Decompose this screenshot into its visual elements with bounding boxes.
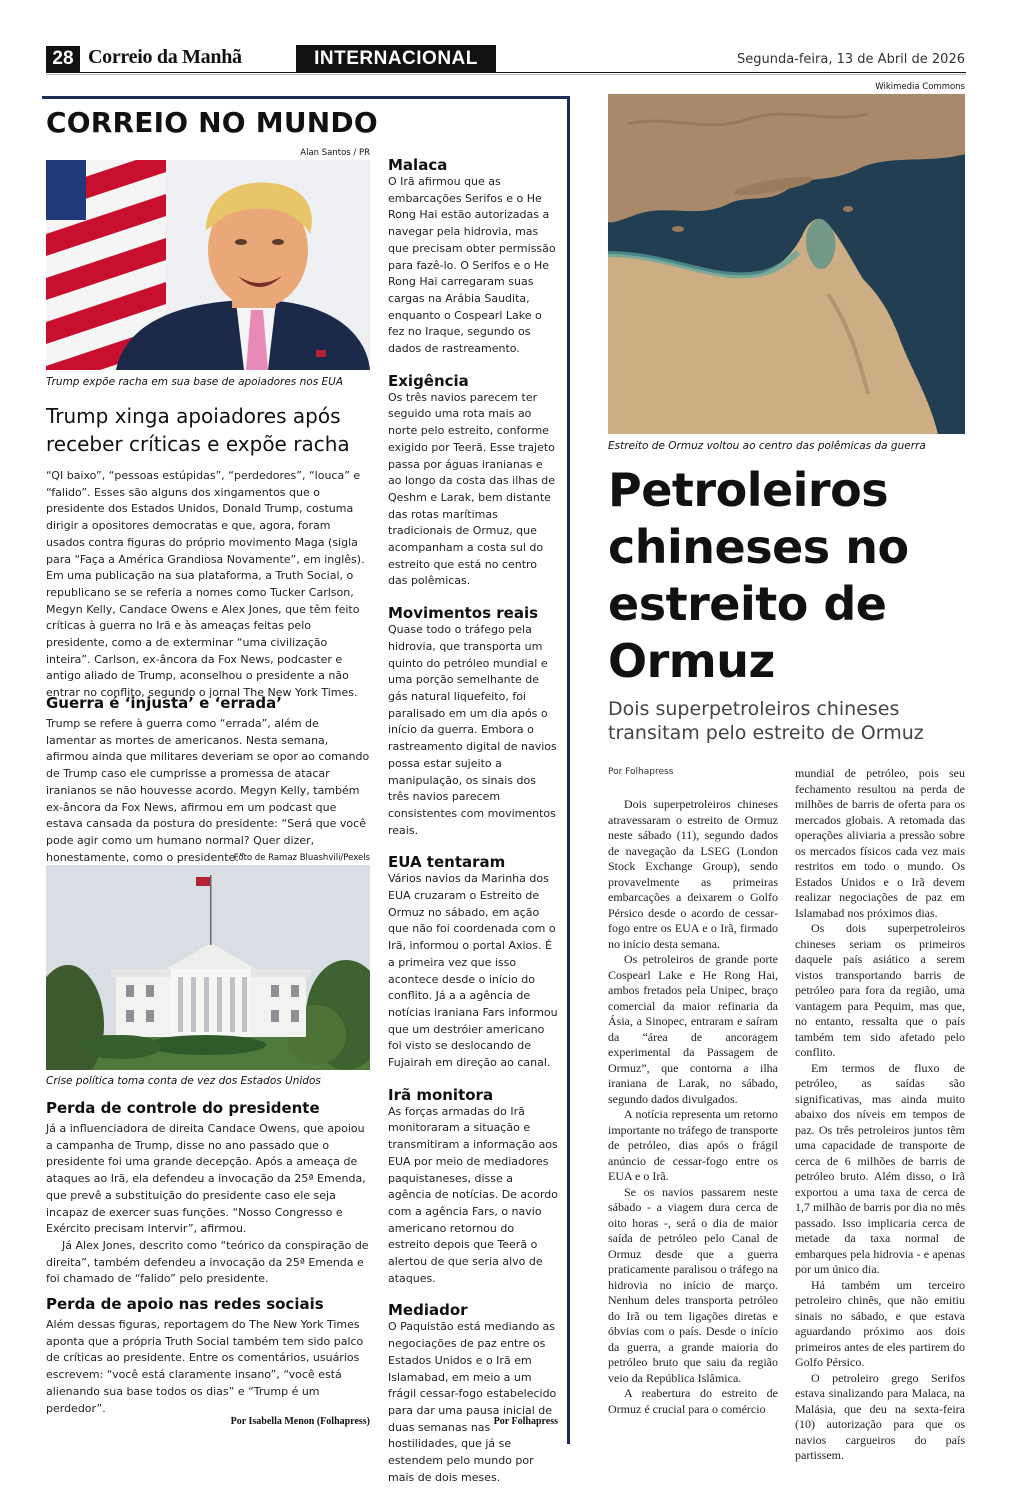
sidebar-signature: Por Folhapress xyxy=(493,1416,558,1427)
subhead-redes-text xyxy=(46,1317,370,1417)
article-paragraph: Se os navios passarem neste sábado - a viagem dura cerca de oito horas -, será o dia de maior saída de petróleo pelo Canal de Ormuz desde que a guerra praticamente paralisou o tráfego na hidrovia no início de março. Nenhum deles transporta petróleo do Irã ou tem ligações diretas e óbvias com o país. Desde o início da guerra, a grande maioria do petróleo bruto que saiu da região veio da República Islâmica. xyxy=(608,1184,778,1385)
newspaper-name: Correio da Manhã xyxy=(88,46,242,68)
sidebar-heading: Mediador xyxy=(388,1301,468,1320)
page-number: 28 xyxy=(46,46,80,72)
header-rule-thin xyxy=(46,74,966,75)
article-paragraph: Os petroleiros de grande porte Cospearl Lake e He Rong Hai, ambos fretados pela Unipec, braço comercial da maior refinaria da Ásia, a Sinopec, entraram e saíram da “área de ancoragem experimental da Passagem de Ormuz”, que contorna a ilha iraniana de Larak, no sábado, segundo dados divulgados. xyxy=(608,952,778,1106)
sidebar-column xyxy=(388,156,558,1487)
sidebar-text: Os três navios parecem ter seguido uma rota mais ao norte pelo estreito, conforme exigido por Teerã. Esse trajeto passa por águas iranianas e ao longo da costa das ilhas de Qeshm e Larak, bem distante das rotas marítimas tradicionais de Ormuz, que acompanham a costa sul do estreito que está no centro das polêmicas. xyxy=(388,390,555,588)
paragraph: Além dessas figuras, reportagem do The New York Times aponta que a própria Truth Social também tem sido palco de críticas ao presidente. Entre os comentários, usuários escrevem: “você está claramente insano”, “você está alienando sua base todos os dias” e “Trump é um perdedor”. xyxy=(46,1318,364,1415)
subhead-controle: Perda de controle do presidente xyxy=(46,1099,320,1117)
header-rule xyxy=(46,72,966,73)
byline: Por Folhapress xyxy=(608,767,674,777)
article-paragraph: Há também um terceiro petroleiro chinês, que não emitiu sinais no sábado, e que estava aguardando próximo aos dois primeiros antes de eles partirem do Golfo Pérsico. xyxy=(795,1277,965,1369)
photo-caption: Trump expõe racha em sua base de apoiadores nos EUA xyxy=(46,376,344,388)
sidebar-heading: Exigência xyxy=(388,371,469,390)
paragraph: Já Alex Jones, descrito como “teórico da conspiração de direita”, também defendeu a invocação da 25ª Emenda e foi chamado de “falido” pelo presidente. xyxy=(46,1238,369,1286)
sidebar-text: Quase todo o tráfego pela hidrovia, que transporta um quinto do petróleo mundial e uma porção semelhante de gás natural liquefeito, foi paralisado em um dia após o início da guerra. Embora o rastreamento digital de navios possa estar sujeito a manipulação, os sinais dos três navios parecem consistentes com movimentos reais. xyxy=(388,623,557,837)
article-column-2 xyxy=(795,766,965,1464)
intro-text xyxy=(46,468,370,702)
photo-credit: Wikimedia Commons xyxy=(875,82,965,92)
subhead-controle-text xyxy=(46,1121,370,1288)
article-paragraph: Dois superpetroleiros chineses atravessaram o estreito de Ormuz neste sábado (11), segundo dados de navegação da LSEG (London Stock Exchange Group), sendo provavelmente as primeiras embarcações a deixarem o Golfo Pérsico desde o acordo de cessar-fogo entre os EUA e o Irã, firmado no início desta semana. xyxy=(608,797,778,951)
article-paragraph: Os dois superpetroleiros chineses seriam os primeiros daquele país asiático a serem vistos transportando barris de petróleo para fora da região, uma vantagem para Pequim, mas que, no entanto, ressalta que o país também tem sido afetado pelo conflito. xyxy=(795,921,965,1059)
trump-photo xyxy=(46,160,370,370)
article-signature: Por Isabella Menon (Folhapress) xyxy=(230,1416,370,1427)
section-label: INTERNACIONAL xyxy=(296,45,496,73)
article-paragraph: A reabertura do estreito de Ormuz é crucial para o comércio xyxy=(608,1386,778,1416)
subhead-guerra: Guerra é ‘injusta’ e ‘errada’ xyxy=(46,694,282,712)
sidebar-heading: Irã monitora xyxy=(388,1085,494,1104)
sidebar-text: As forças armadas do Irã monitoraram a situação e transmitiram a informação aos EUA por meio de mediadores paquistaneses, disse a agência de notícias. De acordo com a agência Fars, o navio americano retornou do estreito depois que Teerã o alertou de que seria alvo de ataques. xyxy=(388,1104,558,1285)
article-paragraph: mundial de petróleo, pois seu fechamento resultou na perda de milhões de barris de oferta para os mercados globais. A retomada das operações aliviaria a pressão sobre os mercados físicos cada vez mais restritos em todo o mundo. Os Estados Unidos e o Irã devem realizar negociações de paz em Islamabad nos próximos dias. xyxy=(795,766,965,920)
main-subtitle: Dois superpetroleiros chineses transitam pelo estreito de Ormuz xyxy=(608,698,924,744)
sidebar-heading: EUA tentaram xyxy=(388,853,506,872)
main-headline: Petroleiros chineses no estreito de Ormuz xyxy=(608,463,909,688)
intro-paragraph: “QI baixo”, “pessoas estúpidas”, “perdedores”, “louca” e “falido”. Esses são alguns dos xingamentos que o presidente dos Estados Unidos, Donald Trump, costuma dirigir a opositores democratas e que, agora, foram usados contra figuras do próprio movimento Maga (sigla para “Faça a América Grandiosa Novamente”, em inglês). Em uma publicação na sua plataforma, a Truth Social, o republicano se se referia a nomes como Tucker Carlson, Megyn Kelly, Candace Owens e Alex Jones, que têm feito críticas à guerra no Irã e às ameaças feitas pelo presidente, como a de exterminar “uma civilização inteira”. Carlson, ex-âncora da Fox News, podcaster e antigo aliado de Trump, aconselhou o presidente a não entrar no conflito, segundo o jornal The New York Times. xyxy=(46,469,365,700)
kicker: CORREIO NO MUNDO xyxy=(46,106,378,139)
article-paragraph: Em termos de fluxo de petróleo, as saídas são significativas, mas ainda muito abaixo dos níveis em tempos de paz. Os três petroleiros juntos têm uma capacidade de transporte de cerca de 6 milhões de barris de petróleo bruto. Além disso, o Irã exportou a uma taxa de cerca de 1,7 milhão de barris por dia no mês passado. Isso implicaria cerca de metade da taxa normal de embarques pela hidrovia - e apenas por um único dia. xyxy=(795,1060,965,1276)
photo-credit: Alan Santos / PR xyxy=(300,148,370,158)
sidebar-text: Vários navios da Marinha dos EUA cruzaram o Estreito de Ormuz no sábado, em ação que não foi coordenada com o Irã, informou o portal Axios. É a primeira vez que isso acontece desde o início do conflito. Já a a agência de notícias iraniana Fars informou que um destróier americano foi visto se deslocando de Fujairah em direção ao canal. xyxy=(388,872,558,1070)
sidebar-text: O Paquistão está mediando as negociações de paz entre os Estados Unidos e o Irã em Islamabad, em meio a um frágil cessar-fogo estabelecido para dar uma pausa inicial de duas semanas nas hostilidades, que já se estendem pelo mundo por mais de dois meses. xyxy=(388,1320,557,1484)
subhead-guerra-text xyxy=(46,716,370,866)
photo-credit: Foto de Ramaz Bluashvili/Pexels xyxy=(233,853,370,863)
white-house-photo xyxy=(46,865,370,1070)
paragraph: Já a influenciadora de direita Candace Owens, que apoiou a campanha de Trump, disse no ano passado que o presidente foi uma grande decepção. Após a ameaça de ataques ao Irã, ela defendeu a invocação da 25ª Emenda, que prevê a substituição do presidente caso ele seja incapaz de exercer suas funções. “Nosso Congresso e Exército precisam intervir”, afirmou. xyxy=(46,1122,366,1236)
issue-date: Segunda-feira, 13 de Abril de 2026 xyxy=(736,52,965,67)
sidebar-text: O Irã afirmou que as embarcações Serifos e o He Rong Hai estão autorizadas a navegar pela hidrovia, mas que precisam obter permissão para fazê-lo. O Serifos e o He Rong Hai carregaram suas cargas na Arábia Saudita, enquanto o Cospearl Lake o fez no Iraque, segundo os dados de rastreamento. xyxy=(388,175,556,356)
subhead-redes: Perda de apoio nas redes sociais xyxy=(46,1295,324,1313)
paragraph: Trump se refere à guerra como “errada”, além de lamentar as mortes de americanos. Nesta semana, afirmou ainda que militares deveriam se opor ao comando de Trump caso ele cumprisse a promessa de atacar iranianos se não houvesse acordo. Megyn Kelly, também ex-âncora da Fox News, afirmou em um podcast que estava cansada da postura do presidente: “Será que você pode agir como um humano normal? Quer dizer, honestamente, como o presidente.” xyxy=(46,717,370,864)
photo-caption: Estreito de Ormuz voltou ao centro das polêmicas da guerra xyxy=(608,440,926,452)
sidebar-heading: Movimentos reais xyxy=(388,604,539,623)
article-paragraph: O petroleiro grego Serifos estava sinalizando para Malaca, na Malásia, que deu na sexta-feira (10) autorização para que os navios cargueiros do país partissem. xyxy=(795,1370,965,1462)
strait-of-hormuz-satellite-photo xyxy=(608,94,965,434)
headline: Trump xinga apoiadores após receber críticas e expõe racha xyxy=(46,404,350,456)
article-paragraph: A notícia representa um retorno importante no tráfego de transporte de petróleo, dias após o frágil anúncio de cessar-fogo entre os EUA e o Irã. xyxy=(608,1107,778,1183)
photo-caption: Crise política toma conta de vez dos Estados Unidos xyxy=(46,1075,321,1087)
article-column-1 xyxy=(608,797,778,1417)
sidebar-heading: Malaca xyxy=(388,156,448,174)
